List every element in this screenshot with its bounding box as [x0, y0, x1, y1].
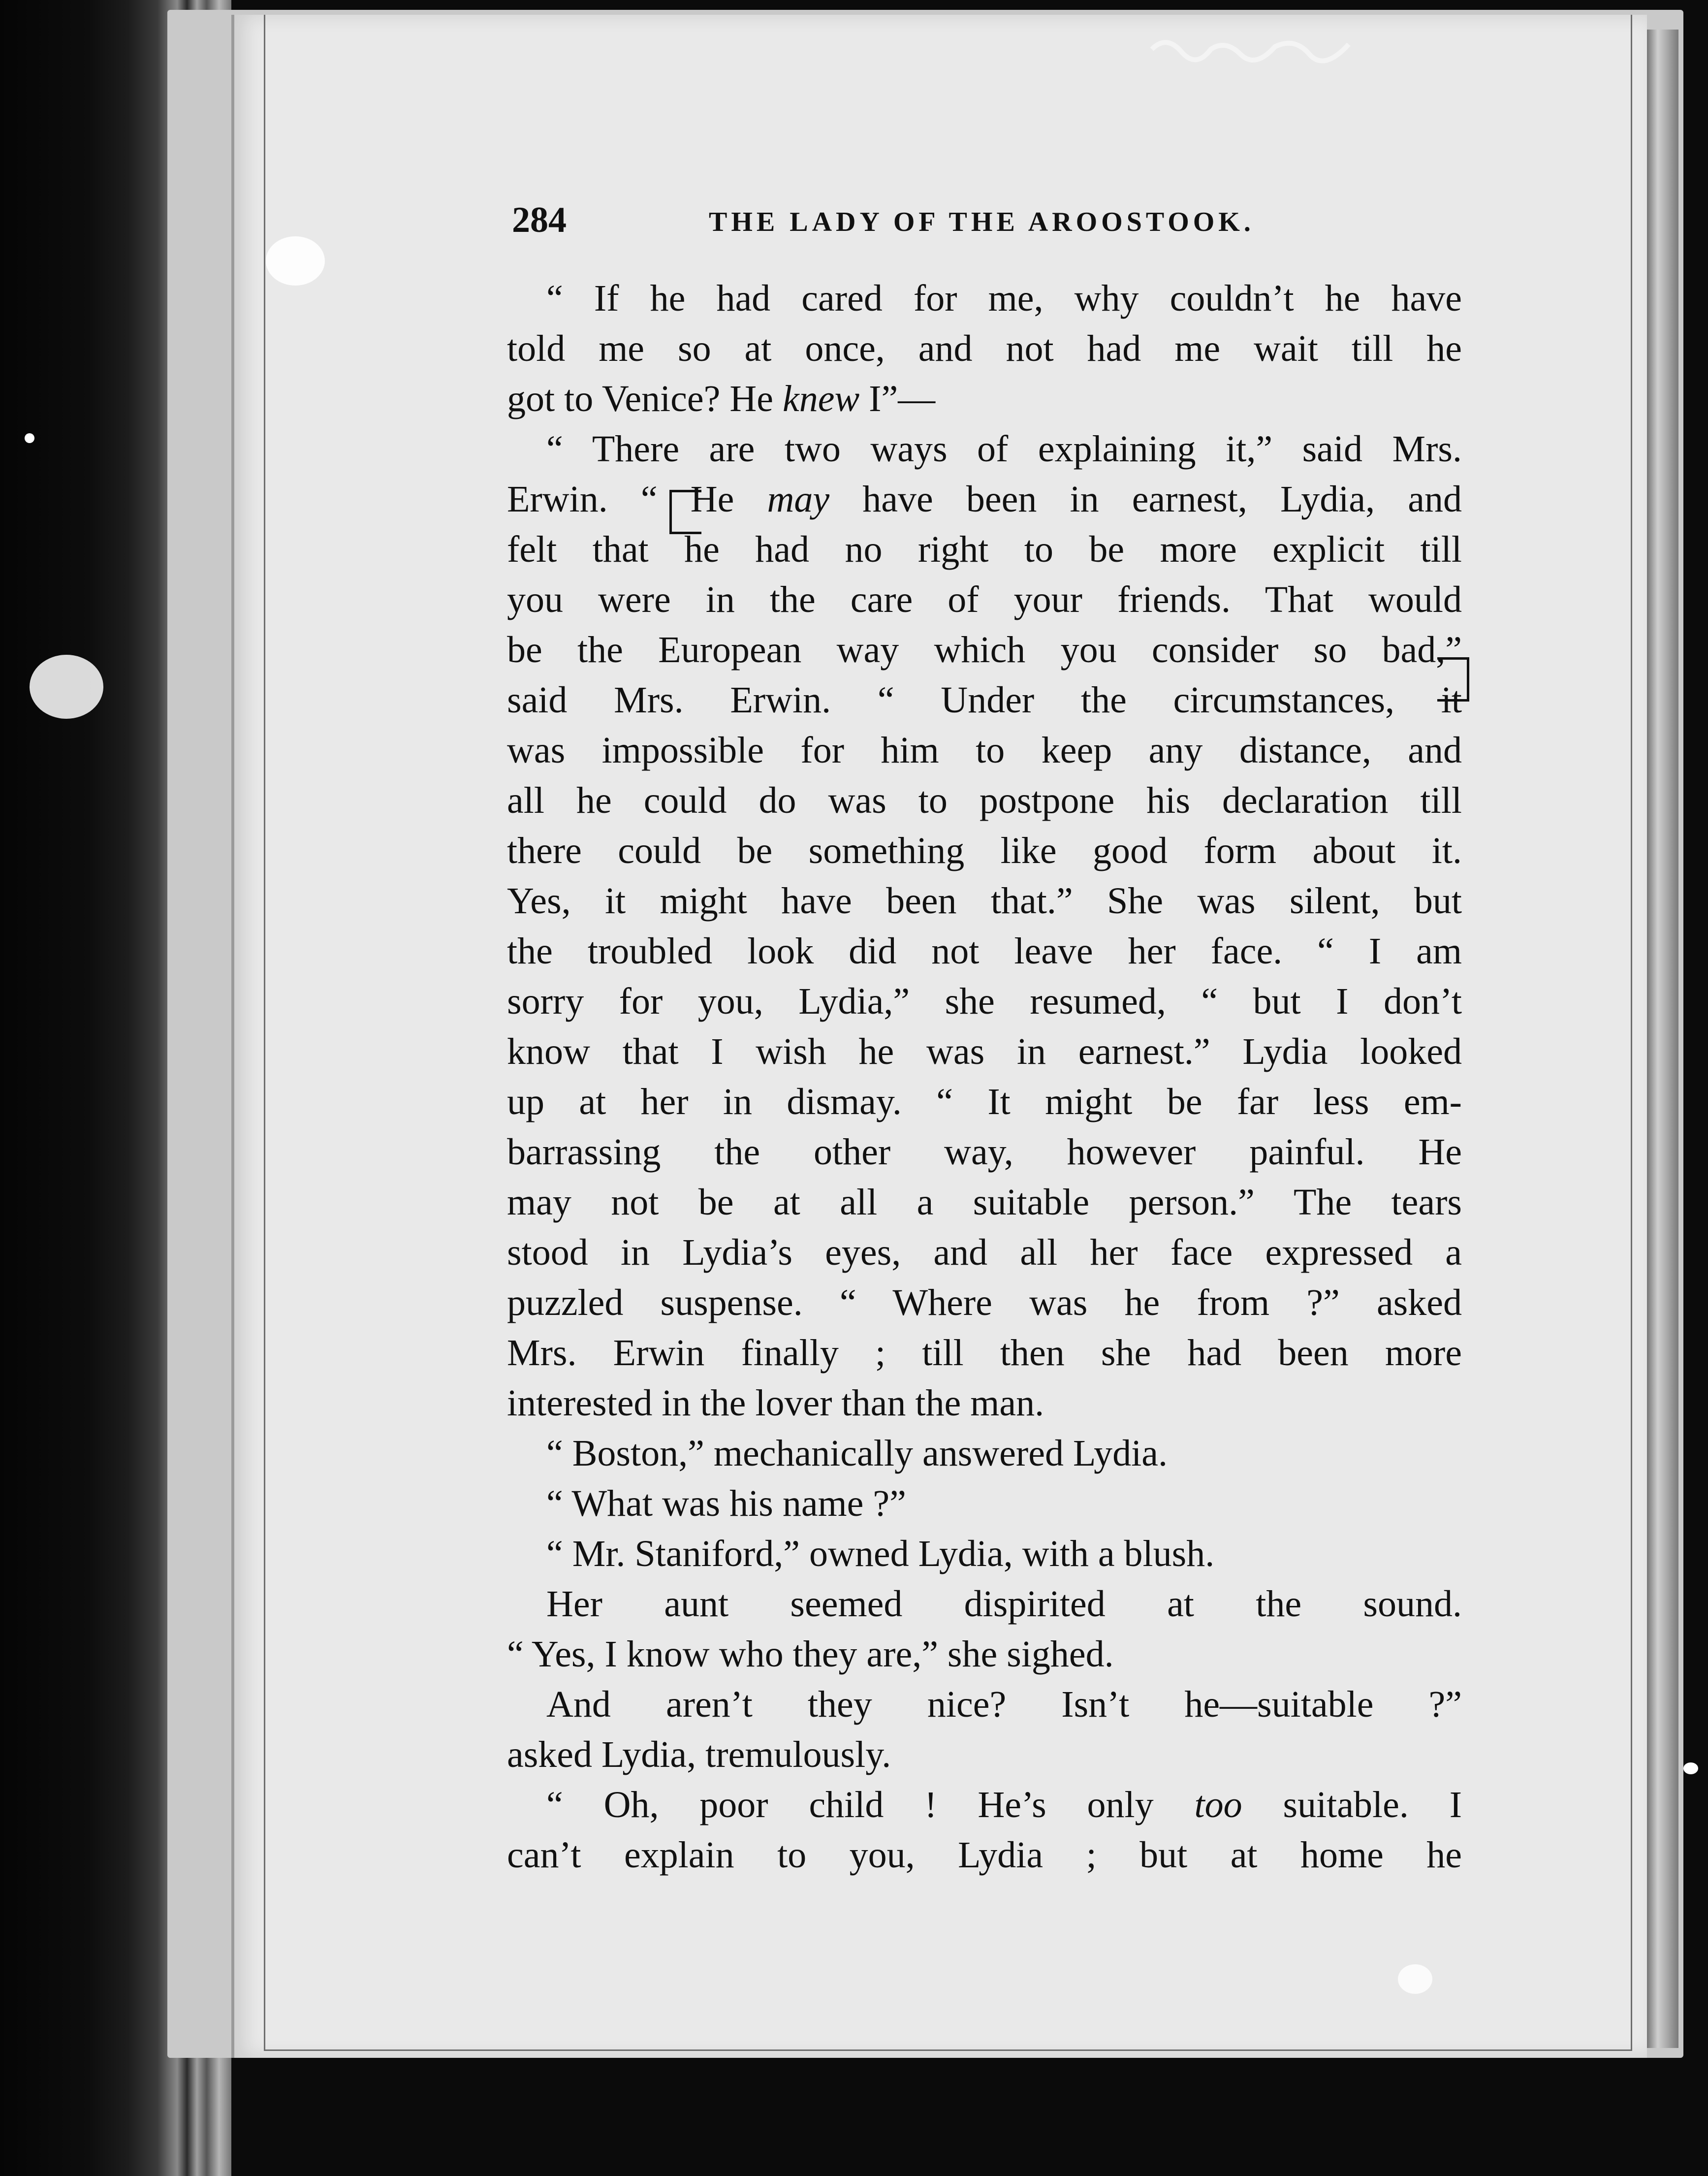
- text-line: know that I wish he was in earnest.” Lydia looked: [507, 1031, 1462, 1072]
- text-line: stood in Lydia’s eyes, and all her face expressed a: [507, 1232, 1462, 1273]
- text-line: Erwin. “ He may have been in earnest, Lydia, and: [507, 479, 1462, 520]
- text-line: you were in the care of your friends. That would: [507, 579, 1462, 620]
- text-line: barrassing the other way, however painful. He: [507, 1131, 1462, 1173]
- running-title: THE LADY OF THE AROOSTOOK.: [709, 207, 1255, 237]
- text-line: can’t explain to you, Lydia ; but at home he: [507, 1834, 1462, 1876]
- text-line: there could be something like good form about it.: [507, 830, 1462, 871]
- page-header: [512, 199, 1447, 244]
- text-line: asked Lydia, tremulously.: [507, 1734, 891, 1775]
- text-line: the troubled look did not leave her face. “ I am: [507, 930, 1462, 972]
- text-line: “ If he had cared for me, why couldn’t he have: [546, 278, 1462, 319]
- text-line: up at her in dismay. “ It might be far less em-: [507, 1081, 1462, 1122]
- text-line: all he could do was to postpone his declaration till: [507, 780, 1462, 821]
- text-line: said Mrs. Erwin. “ Under the circumstances, it: [507, 679, 1462, 721]
- editorial-bracket-close: [1437, 657, 1469, 702]
- right-page-edge: [1644, 30, 1678, 2048]
- editorial-bracket-open: [669, 490, 701, 534]
- text-line: may not be at all a suitable person.” The tears: [507, 1182, 1462, 1223]
- text-line: puzzled suspense. “ Where was he from ?” asked: [507, 1282, 1462, 1323]
- text-line: felt that he had no right to be more explicit till: [507, 529, 1462, 570]
- text-line: “ Yes, I know who they are,” she sighed.: [507, 1633, 1114, 1675]
- text-line: was impossible for him to keep any distance, and: [507, 730, 1462, 771]
- text-line: told me so at once, and not had me wait till he: [507, 328, 1462, 369]
- page-number: 284: [512, 200, 567, 240]
- text-line: interested in the lover than the man.: [507, 1382, 1044, 1424]
- text-line: “ Oh, poor child ! He’s only too suitable. I: [546, 1784, 1462, 1825]
- text-line: “ Boston,” mechanically answered Lydia.: [546, 1433, 1168, 1474]
- text-line: Yes, it might have been that.” She was silent, but: [507, 880, 1462, 922]
- text-line: “ Mr. Staniford,” owned Lydia, with a blush.: [546, 1533, 1215, 1574]
- text-line: sorry for you, Lydia,” she resumed, “ but I don’t: [507, 981, 1462, 1022]
- scan-speck: [1398, 1964, 1432, 1994]
- text-line: be the European way which you consider so bad,”: [507, 629, 1462, 671]
- text-line: got to Venice? He knew I”—: [507, 378, 936, 419]
- handwritten-mark: [1147, 30, 1354, 69]
- scan-speck: [30, 655, 103, 719]
- text-line: Her aunt seemed dispirited at the sound.: [546, 1583, 1462, 1625]
- scan-speck: [25, 433, 34, 443]
- scan-speck: [266, 236, 325, 286]
- text-line: “ What was his name ?”: [546, 1483, 906, 1524]
- scan-speck: [1683, 1762, 1698, 1774]
- text-line: Mrs. Erwin finally ; till then she had been more: [507, 1332, 1462, 1374]
- body-text: [507, 273, 1462, 1880]
- text-line: And aren’t they nice? Isn’t he—suitable ?”: [546, 1684, 1462, 1725]
- text-line: “ There are two ways of explaining it,” said Mrs.: [546, 428, 1462, 470]
